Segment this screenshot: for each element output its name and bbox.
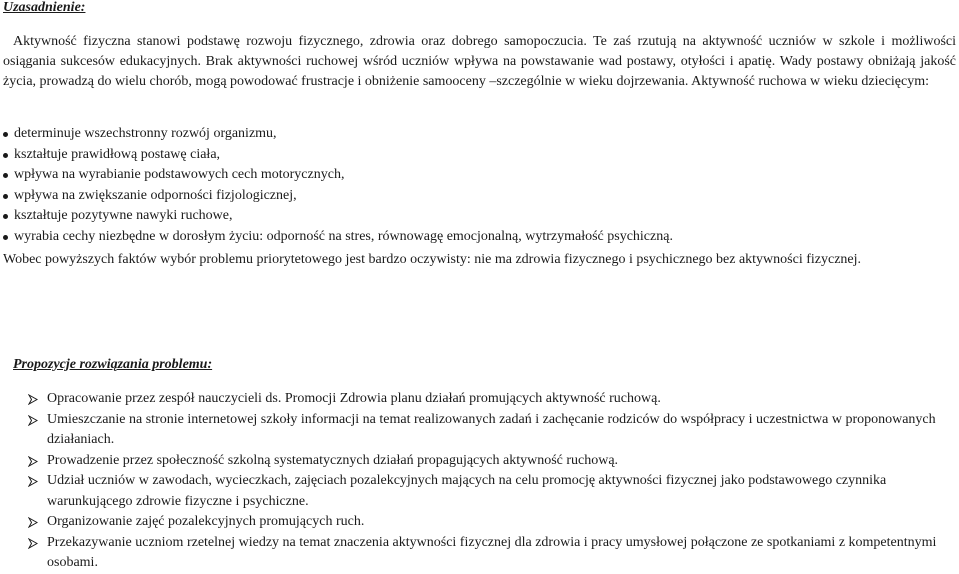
list-item: wpływa na zwiększanie odporności fizjologicznej, [3, 186, 953, 207]
benefits-list [3, 124, 953, 247]
bullet-icon [3, 153, 8, 158]
list-item: kształtuje pozytywne nawyki ruchowe, [3, 206, 953, 227]
list-item: wyrabia cechy niezbędne w dorosłym życiu: odporność na stres, równowagę emocjonalną, wytrzymałość psychiczną. [3, 227, 953, 248]
bullet-icon [3, 194, 8, 199]
arrow-bullet-icon [28, 538, 38, 549]
list-item: Organizowanie zajęć pozalekcyjnych promujących ruch. [28, 512, 948, 533]
justification-intro: Aktywność fizyczna stanowi podstawę rozwoju fizycznego, zdrowia oraz dobrego samopoczucia. Te zaś rzutują na aktywność uczniów w szkole i możliwości osiągania sukcesów edukacyjnych. Brak aktywności ruchowej wśród uczniów wpływa na powstawanie wad postawy, otyłości i apatię. Wady postawy obniżają jakość życia, prowadzą do wielu chorób, mogą powodować frustracje i obniżenie samooceny –szczególnie w wieku dojrzewania. Aktywność ruchowa w wieku dziecięcym: [3, 34, 956, 89]
list-item: Przekazywanie uczniom rzetelnej wiedzy na temat znaczenia aktywności fizycznej dla zdrowia i pracy umysłowej połączone ze spotkaniami z kompetentnymi osobami. [28, 533, 948, 574]
list-item: Umieszczanie na stronie internetowej szkoły informacji na temat realizowanych zadań i zachęcanie rodziców do współpracy i uczestnictwa w proponowanych działaniach. [28, 410, 948, 451]
bullet-icon [3, 132, 8, 137]
list-item: determinuje wszechstronny rozwój organizmu, [3, 124, 953, 145]
list-item: Udział uczniów w zawodach, wycieczkach, zajęciach pozalekcyjnych mających na celu promocję aktywności fizycznej jako podstawowego czynnika warunkującego zdrowie fizyczne i psychiczne. [28, 471, 948, 512]
arrow-bullet-icon [28, 476, 38, 487]
list-item: Opracowanie przez zespół nauczycieli ds. Promocji Zdrowia planu działań promujących aktywność ruchową. [28, 389, 948, 410]
bullet-icon [3, 214, 8, 219]
bullet-icon [3, 235, 8, 240]
solutions-list [28, 389, 948, 574]
bullet-icon [3, 173, 8, 178]
list-item: wpływa na wyrabianie podstawowych cech motorycznych, [3, 165, 953, 186]
solutions-heading: Propozycje rozwiązania problemu: [13, 357, 213, 372]
arrow-bullet-icon [28, 394, 38, 405]
list-item: kształtuje prawidłową postawę ciała, [3, 145, 953, 166]
arrow-bullet-icon [28, 415, 38, 426]
justification-heading: Uzasadnienie: [3, 0, 86, 15]
arrow-bullet-icon [28, 517, 38, 528]
arrow-bullet-icon [28, 456, 38, 467]
justification-conclusion: Wobec powyższych faktów wybór problemu priorytetowego jest bardzo oczywisty: nie ma zdrowia fizycznego i psychicznego bez aktywności fizycznej. [3, 252, 862, 267]
list-item: Prowadzenie przez społeczność szkolną systematycznych działań propagujących aktywność ruchową. [28, 451, 948, 472]
